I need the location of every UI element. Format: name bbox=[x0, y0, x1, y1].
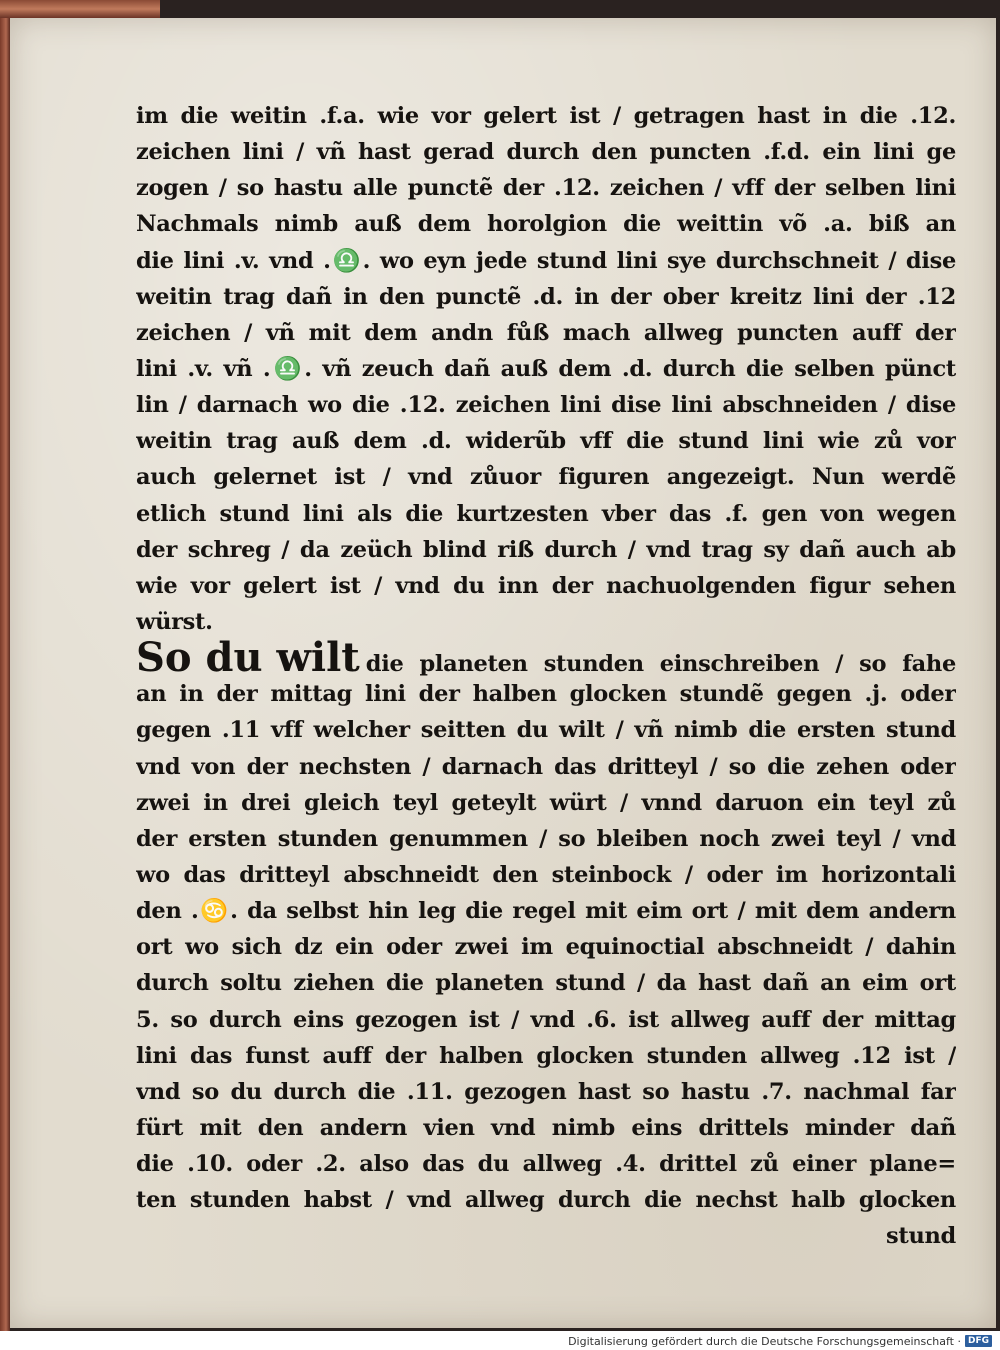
footer-text: Digitalisierung gefördert durch die Deutsche Forschungsgemeinschaft · bbox=[568, 1334, 961, 1348]
text-line: den .♋. da selbst hin leg die regel mit eim ort / mit dem andern bbox=[136, 898, 956, 925]
text-line: der schreg / da zeüch blind riß durch / vnd trag sy dañ auch ab bbox=[136, 536, 956, 563]
text-line: etlich stund lini als die kurtzesten vber das .f. gen von wegen bbox=[136, 500, 956, 527]
book-edge-left bbox=[0, 0, 10, 1331]
text-line: ort wo sich dz ein oder zwei im equinoctial abschneidt / dahin bbox=[136, 934, 956, 961]
text-line: 5. so durch eins gezogen ist / vnd .6. ist allweg auff der mittag bbox=[136, 1006, 956, 1033]
text-line: auch gelernet ist / vnd zůuor figuren angezeigt. Nun werdẽ bbox=[136, 464, 956, 491]
text-line: zogen / so hastu alle punctẽ der .12. zeichen / vff der selben lini bbox=[136, 175, 956, 202]
text-line: lini das funst auff der halben glocken stunden allweg .12 ist / bbox=[136, 1042, 956, 1069]
text-line: die lini .v. vnd .♎. wo eyn jede stund lini sye durchschneit / dise bbox=[136, 247, 956, 274]
text-line: weitin trag auß dem .d. widerũb vff die stund lini wie zů vor bbox=[136, 428, 956, 455]
text-line: lini .v. vñ .♎. vñ zeuch dañ auß dem .d. durch die selben pünct bbox=[136, 355, 956, 382]
text-line: fürt mit den andern vien vnd nimb eins drittels minder dañ bbox=[136, 1114, 956, 1141]
catchword: stund bbox=[885, 1223, 956, 1250]
text-line: vnd von der nechsten / darnach das dritteyl / so die zehen oder bbox=[136, 753, 956, 780]
text-line: lin / darnach wo die .12. zeichen lini dise lini abschneiden / dise bbox=[136, 392, 956, 419]
text-line: zeichen lini / vñ hast gerad durch den puncten .f.d. ein lini ge bbox=[136, 139, 956, 166]
book-edge-top bbox=[0, 0, 160, 18]
text-line: weitin trag dañ in den punctẽ .d. in der ober kreitz lini der .12 bbox=[136, 283, 956, 310]
text-line: zwei in drei gleich teyl geteylt würt / vnnd daruon ein teyl zů bbox=[136, 789, 956, 816]
paragraph-opening-line bbox=[136, 640, 956, 676]
text-line: gegen .11 vff welcher seitten du wilt / vñ nimb die ersten stund bbox=[136, 717, 956, 744]
text-line: wo das dritteyl abschneidt den steinbock / oder im horizontali bbox=[136, 861, 956, 888]
text-line: vnd so du durch die .11. gezogen hast so hastu .7. nachmal far bbox=[136, 1078, 956, 1105]
text-line: Nachmals nimb auß dem horolgion die weittin võ .a. biß an bbox=[136, 211, 956, 238]
text-line: durch soltu ziehen die planeten stund / da hast dañ an eim ort bbox=[136, 970, 956, 997]
text-line: die .10. oder .2. also das du allweg .4. drittel zů einer plane= bbox=[136, 1151, 956, 1178]
text-line: im die weitin .f.a. wie vor gelert ist / getragen hast in die .12. bbox=[136, 103, 956, 129]
text-line: wie vor gelert ist / vnd du inn der nachuolgenden figur sehen bbox=[136, 572, 956, 599]
digitization-footer bbox=[568, 1334, 992, 1348]
opening-line-text: die planeten stunden einschreiben / so fahe bbox=[365, 651, 956, 677]
text-line: würst. bbox=[136, 608, 213, 635]
dfg-logo-icon: DFG bbox=[965, 1335, 992, 1347]
text-block bbox=[136, 98, 956, 1255]
text-line: an in der mittag lini der halben glocken stundẽ gegen .j. oder bbox=[136, 681, 956, 708]
text-line: der ersten stunden genummen / so bleiben noch zwei teyl / vnd bbox=[136, 825, 956, 852]
initial-word: So du wilt bbox=[136, 640, 360, 677]
text-line: ten stunden habst / vnd allweg durch die nechst halb glocken bbox=[136, 1187, 956, 1214]
text-line: zeichen / vñ mit dem andn fůß mach allweg puncten auff der bbox=[136, 319, 956, 346]
